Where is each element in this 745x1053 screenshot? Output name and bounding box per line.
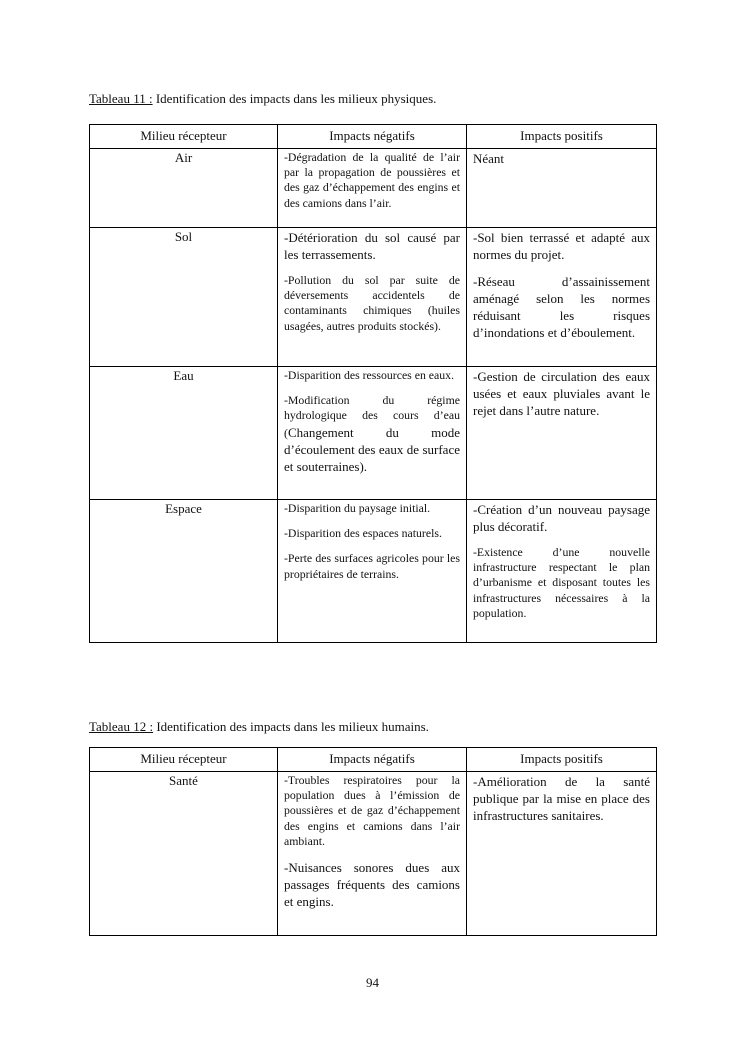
- table-11: [89, 124, 657, 643]
- impacts-positifs-cell: [467, 500, 657, 643]
- table-12-caption-text: Identification des impacts dans les milieux humains.: [153, 719, 429, 734]
- impacts-positifs-cell: [467, 228, 657, 367]
- impact-text: -Disparition des espaces naturels.: [284, 526, 442, 541]
- impact-text: -Perte des surfaces agricoles pour les propriétaires de terrains.: [284, 551, 460, 581]
- impact-text: -Réseau d’assainissement aménagé selon les normes réduisant les risques d’inondations et d’éboulement.: [473, 274, 650, 340]
- impact-text: -Amélioration de la santé publique par la mise en place des infrastructures sanitaires.: [473, 774, 650, 823]
- impact-text: -Modification du régime hydrologique des cours d’eau (Changement du mode d’écoulement des eaux de surface et souterraines).: [284, 393, 460, 475]
- table-row: [90, 149, 657, 228]
- impact-text: -Troubles respiratoires pour la population dues à l’émission de poussières et de gaz d’échappement des engins et camions dans l’air ambiant.: [284, 773, 460, 848]
- impact-text: -Pollution du sol par suite de déversements accidentels de contaminants chimiques (huiles usagées, autres produits stockés).: [284, 273, 460, 333]
- column-header-positifs: Impacts positifs: [467, 125, 657, 149]
- table-header-row: [90, 125, 657, 149]
- table-12-caption-label: Tableau 12 :: [89, 719, 154, 734]
- impact-text: -Disparition des ressources en eaux.: [284, 368, 455, 382]
- column-header-negatifs: Impacts négatifs: [278, 125, 467, 149]
- column-header-positifs: Impacts positifs: [467, 748, 657, 772]
- impact-text: -Création d’un nouveau paysage plus décoratif.: [473, 502, 650, 534]
- column-header-milieu: Milieu récepteur: [90, 125, 278, 149]
- milieu-cell: Sol: [90, 228, 278, 367]
- impact-text: -Nuisances sonores dues aux passages fréquents des camions et engins.: [284, 860, 460, 910]
- impacts-negatifs-cell: [278, 367, 467, 500]
- table-row: [90, 367, 657, 500]
- impact-text: -Détérioration du sol causé par les terrassements.: [284, 230, 460, 262]
- column-header-milieu: Milieu récepteur: [90, 748, 278, 772]
- impact-text: -Existence d’une nouvelle infrastructure respectant le plan d’urbanisme et disposant toutes les infrastructures nécessaires à la population.: [473, 545, 650, 620]
- impact-text: Néant: [473, 151, 505, 166]
- impacts-negatifs-cell: [278, 149, 467, 228]
- milieu-cell: Espace: [90, 500, 278, 643]
- impacts-positifs-cell: [467, 367, 657, 500]
- table-row: [90, 500, 657, 643]
- page-number: 94: [366, 975, 379, 990]
- impacts-negatifs-cell: [278, 228, 467, 367]
- table-header-row: [90, 748, 657, 772]
- impact-text: -Sol bien terrassé et adapté aux normes du projet.: [473, 230, 650, 262]
- column-header-negatifs: Impacts négatifs: [278, 748, 467, 772]
- table-11-caption-text: Identification des impacts dans les milieux physiques.: [152, 91, 437, 106]
- milieu-cell: Eau: [90, 367, 278, 500]
- table-12: [89, 747, 657, 936]
- impacts-positifs-cell: [467, 149, 657, 228]
- impact-text: -Disparition du paysage initial.: [284, 501, 431, 515]
- impacts-positifs-cell: [467, 772, 657, 936]
- impact-text: -Dégradation de la qualité de l’air par la propagation de poussières et des gaz d’échappement des engins et des camions dans l’air.: [284, 150, 460, 210]
- table-12-caption: [89, 719, 429, 734]
- table-row: [90, 772, 657, 936]
- impacts-negatifs-cell: [278, 772, 467, 936]
- table-11-caption-label: Tableau 11 :: [89, 91, 153, 106]
- table-row: [90, 228, 657, 367]
- table-11-caption: [89, 91, 436, 106]
- impact-text: -Gestion de circulation des eaux usées et eaux pluviales avant le rejet dans l’autre nature.: [473, 369, 650, 418]
- milieu-cell: Air: [90, 149, 278, 228]
- milieu-cell: Santé: [90, 772, 278, 936]
- impacts-negatifs-cell: [278, 500, 467, 643]
